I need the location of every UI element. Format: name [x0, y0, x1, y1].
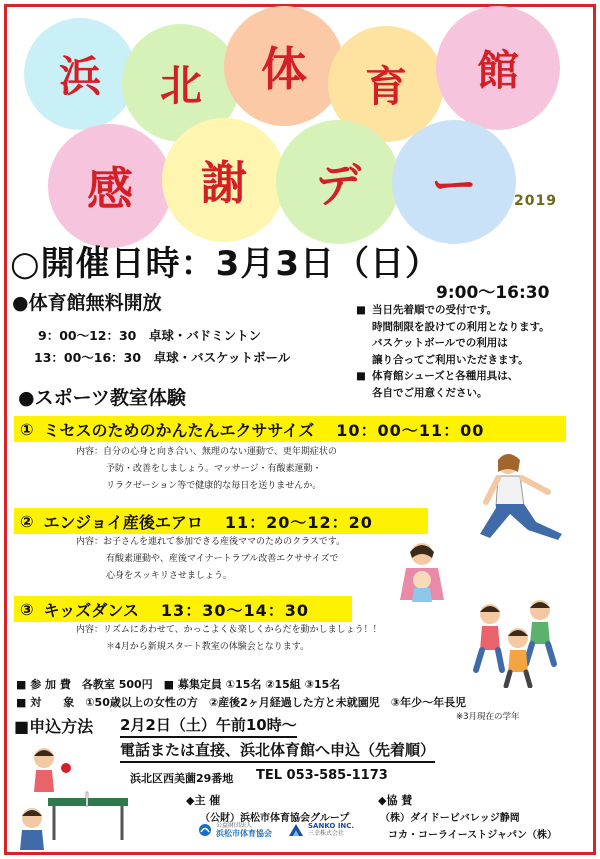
class-2-number: ②: [20, 511, 34, 531]
class-2-desc-line: 心身をスッキリさせましょう。: [106, 571, 232, 581]
year-label: 2019: [514, 193, 557, 209]
title-char-3: 体: [261, 42, 307, 96]
note-line: 時間制限を設けての利用となります。: [372, 320, 550, 333]
title-circle-1: [24, 18, 136, 130]
class-3-description: [76, 622, 382, 656]
class-3-name: キッズダンス: [43, 600, 139, 620]
mother-baby-illustration: [392, 540, 462, 606]
host-logo-text: 浜松市体育協会: [216, 829, 272, 838]
sponsor-2: コカ・コーライーストジャパン（株）: [388, 830, 557, 841]
telephone: TEL 053-585-1173: [256, 768, 388, 783]
partner-logo-sub: 三幸株式会社: [308, 830, 345, 837]
host-logo: [198, 822, 272, 838]
title-circle-7: [162, 118, 286, 242]
title-circle-6: [48, 124, 172, 248]
class-1-banner: [14, 416, 566, 442]
note-bullet: ■: [356, 370, 366, 383]
application-date: 2月2日（土）午前10時～: [120, 714, 297, 738]
class-3-desc-line: ＊4月から新規スタート教室の体験会となります。: [106, 642, 310, 652]
class-1-desc-line: 予防・改善をしましょう。マッサージ・有酸素運動・: [106, 464, 322, 474]
as-of-note: ※3月現在の学年: [456, 712, 520, 722]
application-label: ■申込方法: [14, 717, 94, 736]
class-1-time: 10：00～11：00: [336, 420, 485, 440]
free-slot-2: 13：00～16：30 卓球・バスケットボール: [34, 350, 291, 365]
fees-and-capacity: ■ 参 加 費 各教室 500円 ■ 募集定員 ①15名 ②15組 ③15名: [16, 678, 341, 691]
table-tennis-illustration: [14, 740, 134, 850]
title-circle-8: [276, 120, 400, 244]
title-circle-3: [224, 6, 344, 126]
class-1-description: [76, 444, 337, 495]
class-1-number: ①: [20, 419, 34, 439]
class-2-desc-line: 有酸素運動や、産後マイナートラブル改善エクササイズで: [106, 554, 339, 564]
application-method: 電話または直接、浜北体育館へ申込（先着順）: [120, 739, 435, 763]
class-2-time: 11：20～12：20: [224, 512, 373, 532]
host-logo-mark: [198, 823, 212, 837]
free-open-heading: ●体育館無料開放: [12, 292, 162, 314]
note-bullet: ■: [356, 304, 366, 316]
title-char-5: 館: [476, 46, 519, 95]
title-char-8: デ: [315, 158, 361, 212]
host-logo-sub: 公益財団法人: [216, 822, 253, 829]
partner-logo-mark: [288, 823, 304, 837]
class-1-name: ミセスのためのかんたんエクササイズ: [43, 420, 315, 440]
event-datetime: ○開催日時：3月3日（日）: [10, 244, 440, 284]
title-char-7: 謝: [201, 156, 247, 210]
note-line: バスケットボールでの利用は: [372, 337, 508, 350]
note-line: 譲り合ってご利用いただきます。: [372, 353, 529, 366]
title-circle-9: [392, 120, 516, 244]
title-char-4: 育: [364, 62, 407, 111]
title-circle-5: [436, 6, 560, 130]
exercise-woman-illustration: [462, 448, 572, 548]
class-3-desc-line: 内容：リズムにあわせて、かっこよく＆楽しくからだを動かしましょう！！: [76, 625, 382, 635]
host-label: ◆主 催: [186, 794, 221, 807]
note-line: 体育館シューズと各種用具は、: [372, 370, 519, 383]
free-slot-1: 9：00～12：30 卓球・バドミントン: [38, 328, 262, 343]
class-3-time: 13：30～14：30: [160, 600, 309, 620]
title-char-1: 浜: [58, 52, 101, 101]
class-2-banner: [14, 508, 428, 534]
partner-logo-text: SANKO INC.: [308, 822, 355, 830]
class-3-number: ③: [20, 599, 34, 619]
note-line: 当日先着順での受付です。: [372, 304, 498, 316]
note-line: 各自でご用意ください。: [372, 386, 488, 399]
class-2-desc-line: 内容：お子さんを連れて参加できる産後ママのためのクラスです。: [76, 537, 346, 547]
class-2-description: [76, 534, 345, 585]
class-2-name: エンジョイ産後エアロ: [43, 512, 203, 532]
sponsor-1: （株）ダイドービバレッジ静岡: [380, 813, 520, 824]
title-char-6: 感: [87, 162, 133, 216]
title-char-2: 北: [159, 61, 202, 110]
host-name: （公財）浜松市体育協会グループ: [200, 813, 350, 824]
notes-block: [356, 302, 550, 402]
class-3-banner: [14, 596, 352, 622]
target-audience: ■ 対 象 ①50歳以上の女性の方 ②産後2ヶ月経過した方と未就園児 ③年少～年長児: [16, 696, 467, 709]
classes-heading: ●スポーツ教室体験: [18, 387, 186, 409]
event-hours: 9:00～16:30: [436, 283, 550, 303]
class-1-desc-line: 内容：自分の心身と向き合い、無理のない運動で、更年期症状の: [76, 447, 337, 457]
kids-dancing-illustration: [466, 598, 586, 688]
sponsor-label: ◆協 賛: [378, 794, 413, 807]
class-1-desc-line: リラクゼーション等で健康的な毎日を送りませんか。: [106, 481, 322, 491]
address: 浜北区西美薗29番地: [130, 772, 234, 785]
partner-logo: [288, 822, 354, 838]
title-char-9: ー: [431, 158, 477, 212]
